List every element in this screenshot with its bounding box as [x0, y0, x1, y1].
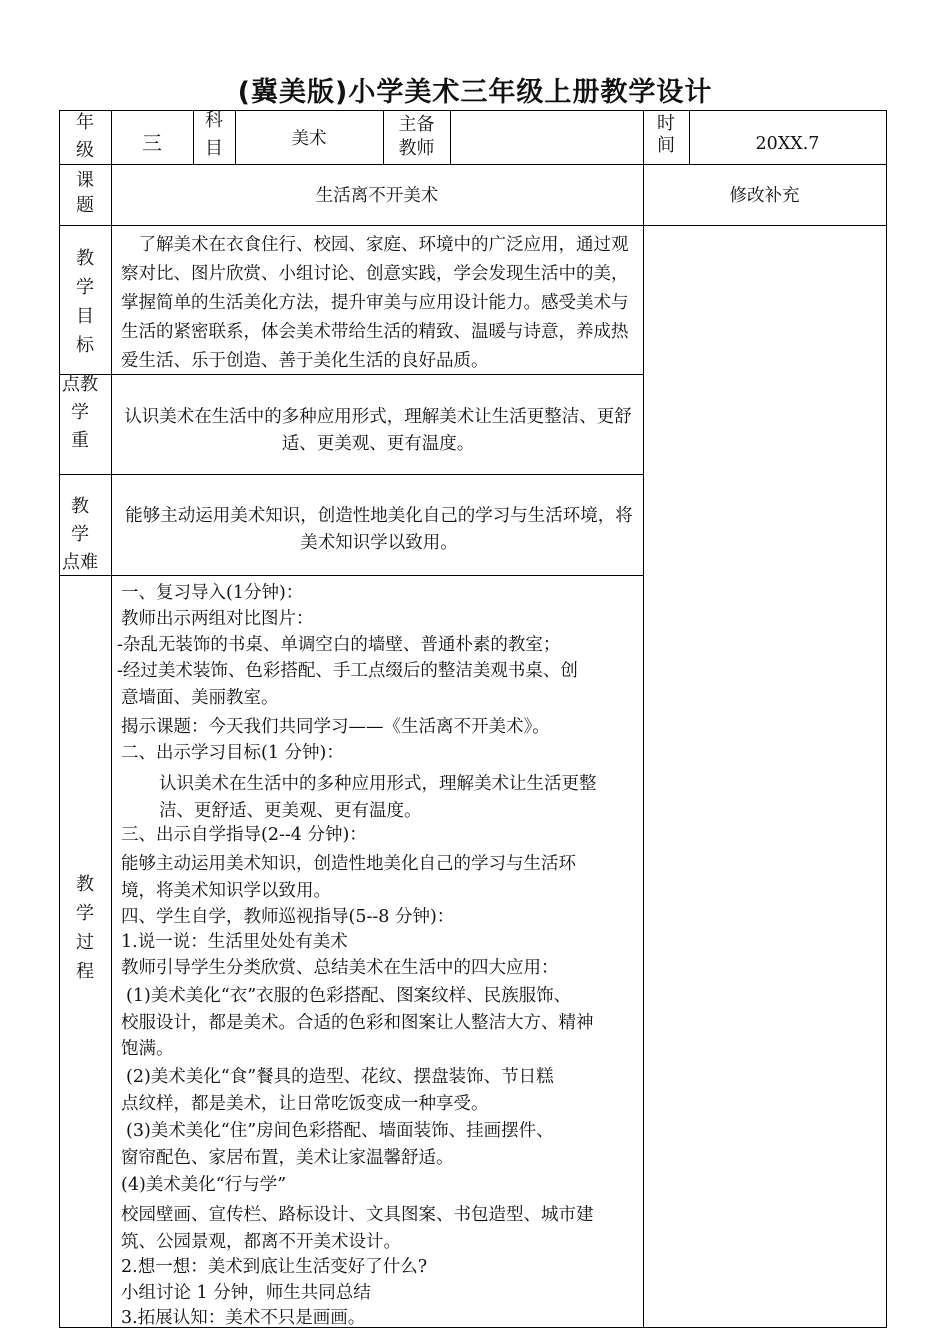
process-line: 3.拓展认知：美术不只是画画。: [121, 1308, 366, 1328]
process-line: -经过美术装饰、色彩搭配、手工点缀后的整洁美观书桌、创: [117, 661, 578, 681]
teacher-label: 主备 教师: [398, 114, 435, 159]
process-line: 认识美术在生活中的多种应用形式，理解美术让生活更整: [159, 774, 597, 794]
process-line: 窗帘配色、家居布置，美术让家温馨舒适。: [121, 1148, 454, 1168]
key-points-text: 认识美术在生活中的多种应用形式，理解美术让生活更整洁、更舒适、更美观、更有温度。: [124, 407, 632, 454]
process-line: 教师引导学生分类欣赏、总结美术在生活中的四大应用：: [121, 958, 559, 978]
process-line: 筑、公园景观，都离不开美术设计。: [121, 1232, 401, 1252]
grade-label: 年 级: [76, 112, 94, 161]
process-line: (2)美术美化“食”餐具的造型、花纹、摆盘装饰、节日糕: [126, 1067, 554, 1087]
subject-label: 科 目: [205, 110, 223, 159]
objectives-text: 了解美术在衣食住行、校园、家庭、环境中的广泛应用，通过观察对比、图片欣赏、小组讨论、创意实践，学会发现生活中的美，掌握简单的生活美化方法，提升审美与应用设计能力。感受美术与生活的紧密联系，体会美术带给生活的精致、温暖与诗意，养成热爱生活、乐于创造、善于美化生活的良好品质。: [121, 235, 629, 371]
process-line: (3)美术美化“住”房间色彩搭配、墙面装饰、挂画摆件、: [126, 1121, 554, 1141]
key-points-label: 点教 学 重: [62, 374, 98, 451]
process-line: 小组讨论 1 分钟，师生共同总结: [121, 1283, 371, 1303]
process-line: 三、出示自学指导(2--4 分钟)：: [121, 825, 367, 845]
process-line: 意墙面、美丽教室。: [121, 688, 279, 708]
topic-value: 生活离不开美术: [315, 186, 439, 206]
process-line: 洁、更舒适、更美观、更有温度。: [159, 801, 422, 821]
process-line: 四、学生自学，教师巡视指导(5--8 分钟)：: [121, 907, 455, 927]
process-line: 点纹样，都是美术，让日常吃饭变成一种享受。: [121, 1094, 489, 1114]
process-line: 二、出示学习目标(1 分钟)：: [121, 743, 344, 763]
objectives-label: 教 学 目 标: [76, 248, 94, 356]
process-line: 一、复习导入(1分钟)：: [121, 583, 304, 603]
difficult-points-label: 教 学 点难: [62, 496, 98, 573]
process-line: (4)美术美化“行与学”: [121, 1175, 287, 1195]
difficult-points-text: 能够主动运用美术知识，创造性地美化自己的学习与生活环境，将美术知识学以致用。: [125, 506, 633, 553]
process-line: 教师出示两组对比图片：: [121, 609, 314, 629]
revise-label: 修改补充: [729, 186, 800, 206]
document-title: (冀美版)小学美术三年级上册教学设计: [237, 77, 713, 108]
time-value: 20XX.7: [755, 134, 820, 154]
process-line: 1.说一说：生活里处处有美术: [121, 932, 348, 952]
grade-value: 三: [142, 131, 162, 155]
process-line: (1)美术美化“衣”衣服的色彩搭配、图案纹样、民族服饰、: [126, 986, 572, 1006]
process-label: 教 学 过 程: [76, 874, 94, 982]
process-line: 境，将美术知识学以致用。: [121, 881, 331, 901]
process-line: 校服设计，都是美术。合适的色彩和图案让人整洁大方、精神: [121, 1013, 594, 1033]
process-line: -杂乱无装饰的书桌、单调空白的墙壁、普通朴素的教室；: [117, 635, 561, 655]
process-line: 2.想一想：美术到底让生活变好了什么?: [121, 1257, 428, 1277]
process-line: 校园壁画、宣传栏、路标设计、文具图案、书包造型、城市建: [121, 1205, 594, 1225]
topic-label: 课 题: [76, 170, 94, 216]
time-label: 时 间: [657, 113, 675, 156]
process-line: 饱满。: [121, 1039, 174, 1059]
process-line: 揭示课题：今天我们共同学习——《生活离不开美术》。: [121, 717, 550, 737]
process-line: 能够主动运用美术知识，创造性地美化自己的学习与生活环: [121, 854, 576, 874]
subject-value: 美术: [291, 129, 327, 149]
